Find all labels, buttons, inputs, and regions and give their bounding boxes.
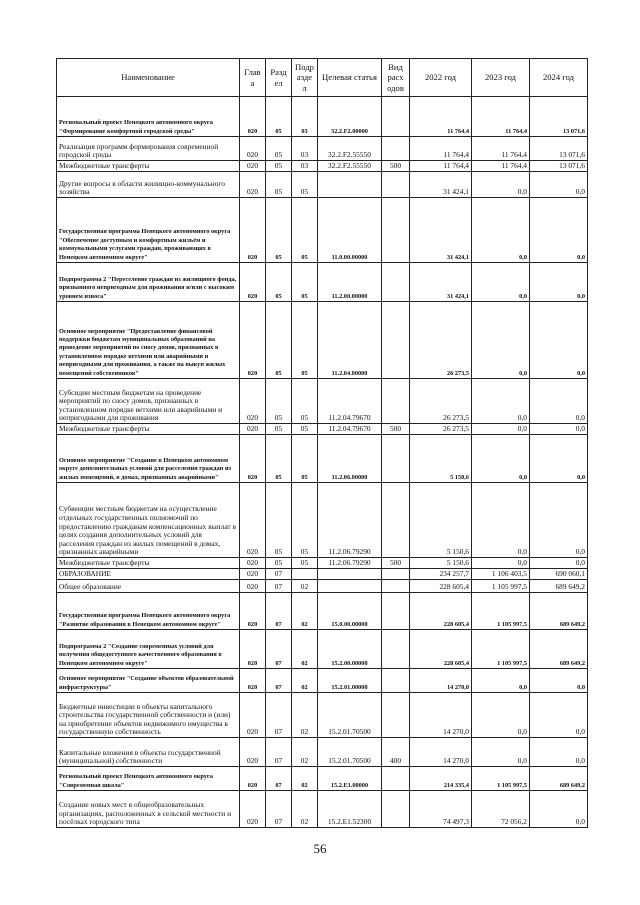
cell-2022: 228 605,4 (410, 593, 472, 630)
cell-2023: 1 106 403,5 (472, 569, 530, 580)
cell-2024: 0,0 (530, 669, 588, 693)
cell-2023: 11 764,4 (472, 137, 530, 161)
cell-2022: 31 424,1 (410, 263, 472, 302)
cell-name: Межбюджетные трансферты (57, 161, 240, 172)
cell-2022: 74 497,3 (410, 791, 472, 828)
cell-name: Региональный проект Ненецкого автономного округа "Современная школа" (57, 767, 240, 791)
cell-vid (382, 580, 410, 593)
cell-2022: 234 257,7 (410, 569, 472, 580)
cell-podrazdel: 02 (292, 630, 318, 669)
cell-razdel: 07 (266, 569, 292, 580)
cell-target: 11.2.06.79290 (318, 483, 382, 558)
cell-2022: 31 424,1 (410, 172, 472, 198)
cell-2022: 214 335,4 (410, 767, 472, 791)
table-row (57, 738, 588, 767)
cell-2023: 0,0 (472, 198, 530, 263)
table-header-row (57, 59, 588, 97)
cell-name: Подпрограмма 2 "Создание современных условий для получения общедоступного качественного образования в Ненецком автономном округе" (57, 630, 240, 669)
cell-name: Реализация программ формирования современной городской среды (57, 137, 240, 161)
cell-2023: 11 764,4 (472, 161, 530, 172)
cell-target: 15.2.00.00000 (318, 630, 382, 669)
cell-podrazdel: 05 (292, 424, 318, 435)
cell-target: 11.2.04.79670 (318, 424, 382, 435)
header-podrazdel: Подр азде л (292, 59, 318, 97)
cell-razdel: 07 (266, 593, 292, 630)
table-row (57, 593, 588, 630)
cell-target: 11.2.06.79290 (318, 558, 382, 569)
cell-2024: 0,0 (530, 198, 588, 263)
cell-podrazdel: 02 (292, 738, 318, 767)
cell-glava: 020 (240, 483, 266, 558)
cell-target: 15.2.E1.00000 (318, 767, 382, 791)
table-row (57, 630, 588, 669)
cell-2023: 0,0 (472, 693, 530, 738)
cell-target: 11.2.00.00000 (318, 263, 382, 302)
table-row (57, 558, 588, 569)
cell-2022: 5 150,6 (410, 558, 472, 569)
cell-2023: 0,0 (472, 738, 530, 767)
cell-podrazdel: 05 (292, 483, 318, 558)
cell-2022: 11 764,4 (410, 97, 472, 137)
cell-2024: 0,0 (530, 424, 588, 435)
cell-2023: 0,0 (472, 172, 530, 198)
cell-razdel: 05 (266, 435, 292, 483)
cell-glava: 020 (240, 791, 266, 828)
cell-podrazdel: 05 (292, 379, 318, 424)
cell-podrazdel: 05 (292, 558, 318, 569)
cell-name: ОБРАЗОВАНИЕ (57, 569, 240, 580)
table-row (57, 172, 588, 198)
cell-target: 15.2.01.70500 (318, 693, 382, 738)
cell-razdel: 05 (266, 302, 292, 379)
table-row (57, 435, 588, 483)
cell-podrazdel: 03 (292, 137, 318, 161)
cell-razdel: 05 (266, 198, 292, 263)
header-glava: Глав а (240, 59, 266, 97)
cell-2023: 0,0 (472, 669, 530, 693)
cell-2022: 5 150,6 (410, 435, 472, 483)
cell-2022: 14 270,0 (410, 669, 472, 693)
cell-glava: 020 (240, 569, 266, 580)
cell-glava: 020 (240, 172, 266, 198)
cell-podrazdel: 03 (292, 97, 318, 137)
cell-name: Бюджетные инвестиции в объекты капитального строительства государственной собственности и (или) на приобретение объектов недвижимого имущества в государственную собственность (57, 693, 240, 738)
cell-podrazdel: 02 (292, 593, 318, 630)
cell-name: Межбюджетные трансферты (57, 424, 240, 435)
cell-razdel: 07 (266, 767, 292, 791)
cell-name: Субсидии местным бюджетам на проведение мероприятий по сносу домов, признанных в установленном порядке ветхими или аварийными и непригодными для проживания (57, 379, 240, 424)
cell-razdel: 05 (266, 379, 292, 424)
table-row (57, 669, 588, 693)
cell-vid (382, 198, 410, 263)
header-target: Целевая статья (318, 59, 382, 97)
table-row (57, 161, 588, 172)
cell-glava: 020 (240, 302, 266, 379)
table-row (57, 424, 588, 435)
cell-vid (382, 593, 410, 630)
cell-2022: 228 605,4 (410, 630, 472, 669)
cell-podrazdel: 02 (292, 669, 318, 693)
table-row (57, 263, 588, 302)
cell-2022: 14 270,0 (410, 738, 472, 767)
header-2024: 2024 год (530, 59, 588, 97)
cell-target: 11.2.04.79670 (318, 379, 382, 424)
cell-podrazdel: 05 (292, 172, 318, 198)
cell-vid (382, 379, 410, 424)
cell-podrazdel: 02 (292, 791, 318, 828)
cell-name: Другие вопросы в области жилищно-коммунального хозяйства (57, 172, 240, 198)
table-row (57, 137, 588, 161)
cell-2024: 0,0 (530, 435, 588, 483)
cell-target: 32.2.F2.00000 (318, 97, 382, 137)
cell-2024: 0,0 (530, 558, 588, 569)
cell-2024: 13 071,6 (530, 137, 588, 161)
cell-vid (382, 435, 410, 483)
cell-glava: 020 (240, 693, 266, 738)
cell-2024: 0,0 (530, 693, 588, 738)
cell-vid (382, 630, 410, 669)
cell-target: 15.2.E1.52300 (318, 791, 382, 828)
table-row (57, 693, 588, 738)
cell-podrazdel: 05 (292, 263, 318, 302)
page-number: 56 (313, 841, 327, 856)
cell-glava: 020 (240, 161, 266, 172)
cell-glava: 020 (240, 767, 266, 791)
cell-vid (382, 172, 410, 198)
table-row (57, 97, 588, 137)
cell-target: 11.2.06.00000 (318, 435, 382, 483)
cell-vid (382, 791, 410, 828)
cell-2024: 0,0 (530, 791, 588, 828)
cell-name: Основное мероприятие "Создание объектов образовательной инфраструктуры" (57, 669, 240, 693)
cell-2023: 72 056,2 (472, 791, 530, 828)
cell-razdel: 05 (266, 161, 292, 172)
cell-2022: 26 273,5 (410, 379, 472, 424)
cell-glava: 020 (240, 435, 266, 483)
cell-razdel: 07 (266, 693, 292, 738)
cell-name: Государственная программа Ненецкого автономного округа "Развитие образования в Ненецком автономном округе" (57, 593, 240, 630)
cell-glava: 020 (240, 97, 266, 137)
table-row (57, 791, 588, 828)
table-row (57, 379, 588, 424)
table-row (57, 483, 588, 558)
cell-2023: 0,0 (472, 483, 530, 558)
cell-2023: 0,0 (472, 424, 530, 435)
cell-name: Региональный проект Ненецкого автономного округа "Формирование комфортной городской среды" (57, 97, 240, 137)
cell-2023: 1 105 997,5 (472, 630, 530, 669)
header-razdel: Разд ел (266, 59, 292, 97)
cell-podrazdel: 02 (292, 693, 318, 738)
cell-2023: 1 105 997,5 (472, 593, 530, 630)
cell-vid (382, 263, 410, 302)
cell-glava: 020 (240, 263, 266, 302)
cell-razdel: 05 (266, 263, 292, 302)
cell-name: Межбюджетные трансферты (57, 558, 240, 569)
cell-2024: 689 649,2 (530, 630, 588, 669)
cell-name: Основное мероприятие "Создание в Ненецком автономном округе дополнительных условий для расселения граждан из жилых помещений, в домах, признанных аварийными" (57, 435, 240, 483)
cell-razdel: 07 (266, 791, 292, 828)
cell-glava: 020 (240, 669, 266, 693)
cell-target: 11.2.04.00000 (318, 302, 382, 379)
cell-vid (382, 483, 410, 558)
cell-name: Общее образование (57, 580, 240, 593)
cell-2024: 689 649,2 (530, 580, 588, 593)
cell-vid (382, 97, 410, 137)
table-row (57, 569, 588, 580)
cell-2022: 31 424,1 (410, 198, 472, 263)
cell-vid: 500 (382, 558, 410, 569)
cell-target: 32.2.F2.55550 (318, 161, 382, 172)
cell-2023: 0,0 (472, 302, 530, 379)
cell-2023: 0,0 (472, 558, 530, 569)
cell-vid (382, 137, 410, 161)
cell-razdel: 05 (266, 137, 292, 161)
cell-2023: 1 105 997,5 (472, 767, 530, 791)
cell-podrazdel: 05 (292, 435, 318, 483)
cell-glava: 020 (240, 580, 266, 593)
cell-vid: 500 (382, 424, 410, 435)
cell-2023: 1 105 997,5 (472, 580, 530, 593)
table-row (57, 767, 588, 791)
cell-razdel: 05 (266, 558, 292, 569)
cell-glava: 020 (240, 738, 266, 767)
cell-glava: 020 (240, 630, 266, 669)
cell-target: 15.2.01.70500 (318, 738, 382, 767)
cell-name: Основное мероприятие "Предоставление финансовой поддержки бюджетам муниципальных образований на проведение мероприятий по сносу домов, признанных в установленном порядке ветхими или аварийными и непригодными для проживания, а также на выкуп жилых помещений собственников" (57, 302, 240, 379)
header-name: Наименование (57, 59, 240, 97)
cell-glava: 020 (240, 558, 266, 569)
budget-table (56, 58, 588, 828)
cell-target: 15.0.00.00000 (318, 593, 382, 630)
cell-target (318, 569, 382, 580)
table-row (57, 580, 588, 593)
cell-name: Создание новых мест в общеобразовательных организациях, расположенных в сельской местности и посёлках городского типа (57, 791, 240, 828)
cell-podrazdel: 02 (292, 580, 318, 593)
header-2022: 2022 год (410, 59, 472, 97)
cell-2022: 11 764,4 (410, 137, 472, 161)
cell-razdel: 05 (266, 97, 292, 137)
cell-podrazdel: 05 (292, 198, 318, 263)
cell-razdel: 05 (266, 172, 292, 198)
cell-2024: 690 060,1 (530, 569, 588, 580)
cell-name: Государственная программа Ненецкого автономного округа "Обеспечение доступным и комфортным жильём и коммунальными услугами граждан, проживающих в Ненецком автономном округе" (57, 198, 240, 263)
cell-glava: 020 (240, 424, 266, 435)
cell-2024: 0,0 (530, 738, 588, 767)
cell-razdel: 07 (266, 738, 292, 767)
cell-vid: 500 (382, 161, 410, 172)
cell-2022: 26 273,5 (410, 302, 472, 379)
cell-2024: 0,0 (530, 483, 588, 558)
cell-2024: 0,0 (530, 379, 588, 424)
cell-name: Подпрограмма 2 "Переселение граждан из жилищного фонда, признанного непригодным для проживания и/или с высоким уровнем износа" (57, 263, 240, 302)
cell-2022: 5 150,6 (410, 483, 472, 558)
table-row (57, 198, 588, 263)
budget-table-sheet (56, 58, 587, 828)
cell-target (318, 580, 382, 593)
cell-vid: 400 (382, 738, 410, 767)
cell-podrazdel: 02 (292, 767, 318, 791)
cell-2024: 13 071,6 (530, 161, 588, 172)
cell-vid (382, 669, 410, 693)
cell-razdel: 07 (266, 669, 292, 693)
cell-vid (382, 569, 410, 580)
cell-2022: 14 270,0 (410, 693, 472, 738)
cell-2023: 0,0 (472, 263, 530, 302)
cell-2023: 0,0 (472, 435, 530, 483)
cell-razdel: 07 (266, 630, 292, 669)
cell-2024: 689 649,2 (530, 593, 588, 630)
cell-name: Субвенции местным бюджетам на осуществление отдельных государственных полномочий по предоставлению гражданам компенсационных выплат в целях создания дополнительных условий для расселения граждан из жилых помещений в домах, признанных аварийными (57, 483, 240, 558)
cell-glava: 020 (240, 379, 266, 424)
table-row (57, 302, 588, 379)
cell-target (318, 172, 382, 198)
cell-2024: 689 649,2 (530, 767, 588, 791)
cell-vid (382, 767, 410, 791)
cell-glava: 020 (240, 137, 266, 161)
cell-razdel: 05 (266, 483, 292, 558)
cell-podrazdel (292, 569, 318, 580)
cell-podrazdel: 05 (292, 302, 318, 379)
header-2023: 2023 год (472, 59, 530, 97)
cell-razdel: 05 (266, 424, 292, 435)
cell-target: 32.2.F2.55550 (318, 137, 382, 161)
cell-vid (382, 693, 410, 738)
cell-2022: 228 605,4 (410, 580, 472, 593)
header-vid: Вид расх одов (382, 59, 410, 97)
cell-podrazdel: 03 (292, 161, 318, 172)
cell-2024: 0,0 (530, 172, 588, 198)
cell-name: Капитальные вложения в объекты государственной (муниципальной) собственности (57, 738, 240, 767)
cell-2022: 26 273,5 (410, 424, 472, 435)
cell-2024: 13 071,6 (530, 97, 588, 137)
cell-2023: 0,0 (472, 379, 530, 424)
cell-2024: 0,0 (530, 302, 588, 379)
cell-target: 15.2.01.00000 (318, 669, 382, 693)
cell-target: 11.0.00.00000 (318, 198, 382, 263)
cell-glava: 020 (240, 198, 266, 263)
cell-glava: 020 (240, 593, 266, 630)
cell-razdel: 07 (266, 580, 292, 593)
cell-vid (382, 302, 410, 379)
cell-2022: 11 764,4 (410, 161, 472, 172)
cell-2023: 11 764,4 (472, 97, 530, 137)
cell-2024: 0,0 (530, 263, 588, 302)
table-body (57, 97, 588, 828)
